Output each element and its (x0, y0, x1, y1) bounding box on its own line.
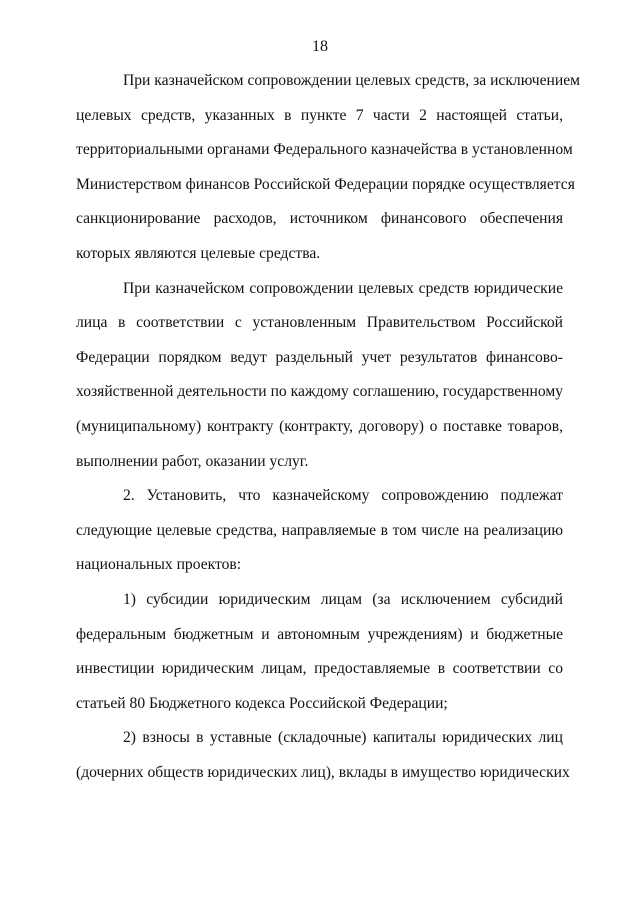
text-line: территориальными органами Федерального казначейства в установленном (76, 141, 573, 159)
text-line: санкционирование расходов, источником финансового обеспечения (76, 210, 563, 228)
text-line: выполнении работ, оказании услуг. (76, 452, 309, 470)
paragraph (76, 64, 580, 272)
text-line: статьей 80 Бюджетного кодекса Российской Федерации; (76, 694, 448, 712)
document-body (76, 64, 580, 790)
text-line: Министерством финансов Российской Федерации порядке осуществляется (76, 175, 575, 193)
text-line: (дочерних обществ юридических лиц), вклады в имущество юридических (76, 763, 570, 781)
text-line: инвестиции юридическим лицам, предоставляемые в соответствии со (76, 660, 563, 678)
paragraph (76, 721, 570, 790)
text-line: национальных проектов: (76, 556, 242, 574)
text-line: 2) взносы в уставные (складочные) капиталы юридических лиц (123, 729, 563, 747)
text-line: федеральным бюджетным и автономным учреждениям) и бюджетные (76, 625, 563, 643)
page-number: 18 (312, 38, 328, 55)
text-line: (муниципальному) контракту (контракту, договору) о поставке товаров, (76, 417, 563, 435)
text-line: которых являются целевые средства. (76, 244, 321, 262)
text-line: целевых средств, указанных в пункте 7 части 2 настоящей статьи, (76, 106, 563, 124)
text-line: При казначейском сопровождении целевых средств юридические (123, 279, 563, 297)
paragraph (76, 479, 563, 583)
text-line: Федерации порядком ведут раздельный учет результатов финансово- (76, 348, 563, 366)
text-line: следующие целевые средства, направляемые в том числе на реализацию (76, 521, 563, 539)
paragraph (76, 272, 563, 480)
text-line: лица в соответствии с установленным Правительством Российской (76, 314, 563, 332)
text-line: 1) субсидии юридическим лицам (за исключением субсидий (123, 590, 563, 608)
text-line: При казначейском сопровождении целевых средств, за исключением (123, 72, 580, 89)
text-line: 2. Установить, что казначейскому сопровождению подлежат (123, 487, 563, 505)
text-line: хозяйственной деятельности по каждому соглашению, государственному (76, 383, 563, 401)
paragraph (76, 583, 563, 721)
